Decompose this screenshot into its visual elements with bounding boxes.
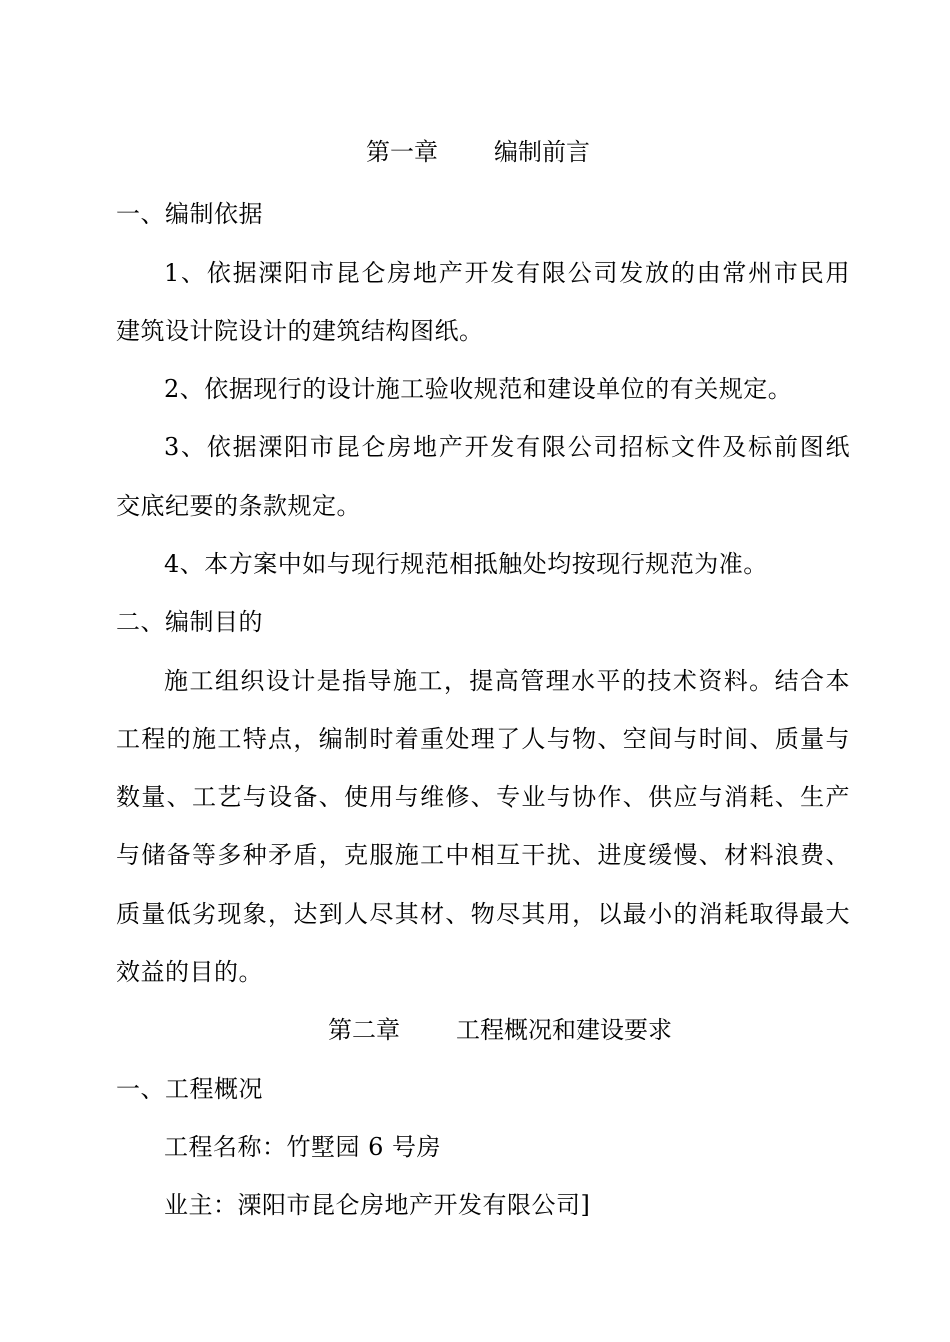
purpose-line-5: 质量低劣现象，达到人尽其材、物尽其用，以最小的消耗取得最大 — [116, 900, 850, 928]
overview-owner: 业主：溧阳市昆仑房地产开发有限公司] — [164, 1191, 591, 1219]
purpose-line-6: 效益的目的。 — [116, 958, 263, 986]
basis-item-1-line-1: 1、依据溧阳市昆仑房地产开发有限公司发放的由常州市民用 — [164, 259, 850, 287]
section-heading-basis: 一、编制依据 — [116, 200, 263, 228]
purpose-line-2: 工程的施工特点，编制时着重处理了人与物、空间与时间、质量与 — [116, 725, 850, 753]
basis-item-2: 2、依据现行的设计施工验收规范和建设单位的有关规定。 — [164, 375, 793, 403]
basis-item-3-line-1: 3、依据溧阳市昆仑房地产开发有限公司招标文件及标前图纸 — [164, 433, 850, 461]
basis-item-1-line-2: 建筑设计院设计的建筑结构图纸。 — [116, 317, 484, 345]
basis-item-4: 4、本方案中如与现行规范相抵触处均按现行规范为准。 — [164, 550, 768, 578]
chapter-1-number: 第一章 — [366, 138, 438, 166]
chapter-2-number: 第二章 — [328, 1016, 400, 1044]
chapter-2-heading — [328, 1014, 672, 1046]
overview-project-name: 工程名称：竹墅园 6 号房 — [164, 1133, 442, 1161]
chapter-1-title: 编制前言 — [494, 138, 590, 166]
section-heading-overview: 一、工程概况 — [116, 1075, 263, 1103]
section-heading-purpose: 二、编制目的 — [116, 608, 263, 636]
chapter-1-heading — [366, 136, 590, 168]
purpose-line-3: 数量、工艺与设备、使用与维修、专业与协作、供应与消耗、生产 — [116, 783, 850, 811]
basis-item-3-line-2: 交底纪要的条款规定。 — [116, 492, 361, 520]
purpose-line-1: 施工组织设计是指导施工，提高管理水平的技术资料。结合本 — [164, 667, 850, 695]
purpose-line-4: 与储备等多种矛盾，克服施工中相互干扰、进度缓慢、材料浪费、 — [116, 841, 850, 869]
chapter-2-title: 工程概况和建设要求 — [456, 1016, 672, 1044]
